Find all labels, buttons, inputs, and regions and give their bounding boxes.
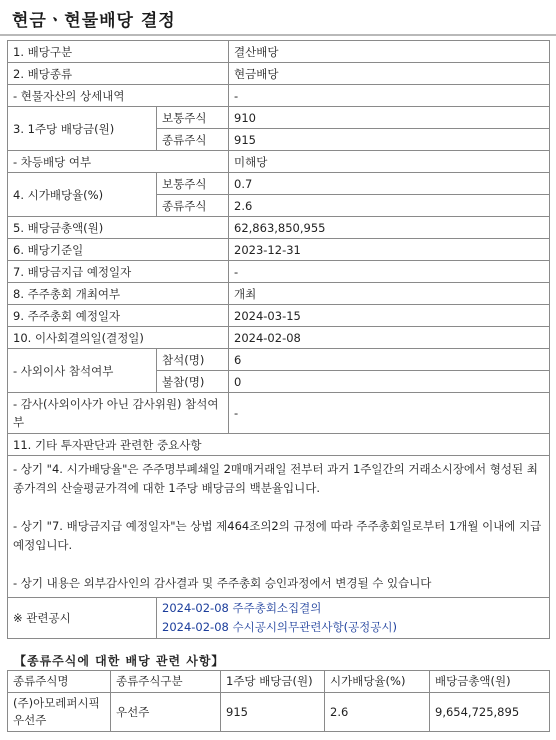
row-value: 결산배당 xyxy=(229,41,550,63)
row-value: 현금배당 xyxy=(229,63,550,85)
row-value: 개최 xyxy=(229,283,550,305)
related-link[interactable]: 2024-02-08 수시공시의무관련사항(공정공시) xyxy=(162,620,397,634)
row-value: - xyxy=(229,261,550,283)
row-sublabel: 종류주식 xyxy=(157,195,229,217)
table-row xyxy=(8,434,550,456)
row-value: 2.6 xyxy=(229,195,550,217)
table-row xyxy=(8,261,550,283)
row-value: 0 xyxy=(229,371,550,393)
table-row xyxy=(8,217,550,239)
row-label: - 감사(사외이사가 아닌 감사위원) 참석여부 xyxy=(8,393,229,434)
row-label: 4. 시가배당율(%) xyxy=(8,173,157,217)
row-label: 9. 주주총회 예정일자 xyxy=(8,305,229,327)
column-header: 배당금총액(원) xyxy=(430,671,550,693)
page-title: 현금ㆍ현물배당 결정 xyxy=(12,11,176,31)
row-label: 5. 배당금총액(원) xyxy=(8,217,229,239)
row-value: 0.7 xyxy=(229,173,550,195)
table-cell: 우선주 xyxy=(111,693,221,732)
table-row xyxy=(8,327,550,349)
row-value: 910 xyxy=(229,107,550,129)
row-value: 2023-12-31 xyxy=(229,239,550,261)
row-label: 10. 이사회결의일(결정일) xyxy=(8,327,229,349)
row-sublabel: 불참(명) xyxy=(157,371,229,393)
table-row xyxy=(8,107,550,129)
row-label: - 차등배당 여부 xyxy=(8,151,229,173)
row-value: 2024-03-15 xyxy=(229,305,550,327)
row-value: 2024-02-08 xyxy=(229,327,550,349)
row-sublabel: 종류주식 xyxy=(157,129,229,151)
table-row xyxy=(8,63,550,85)
dividend-decision-table xyxy=(7,40,550,639)
spacer xyxy=(13,498,544,517)
table-row xyxy=(8,349,550,371)
table-cell: 915 xyxy=(221,693,325,732)
row-value: - xyxy=(229,85,550,107)
table-row xyxy=(8,173,550,195)
notes-cell xyxy=(8,456,550,598)
row-value: 62,863,850,955 xyxy=(229,217,550,239)
note-paragraph: - 상기 "7. 배당금지급 예정일자"는 상법 제464조의2의 규정에 따라 주주총회일로부터 1개월 이내에 지급 예정입니다. xyxy=(13,519,542,552)
table-row xyxy=(8,283,550,305)
table-row xyxy=(8,305,550,327)
column-header: 종류주식명 xyxy=(8,671,111,693)
row-label: 2. 배당종류 xyxy=(8,63,229,85)
row-label: 6. 배당기준일 xyxy=(8,239,229,261)
column-header: 시가배당율(%) xyxy=(325,671,430,693)
table-row xyxy=(8,239,550,261)
row-sublabel: 보통주식 xyxy=(157,107,229,129)
table-row xyxy=(8,85,550,107)
related-link[interactable]: 2024-02-08 주주총회소집결의 xyxy=(162,601,322,615)
table-row xyxy=(8,393,550,434)
row-label: - 현물자산의 상세내역 xyxy=(8,85,229,107)
table-row xyxy=(8,456,550,598)
row-value: - xyxy=(229,393,550,434)
table-row xyxy=(8,151,550,173)
section-heading: 【종류주식에 대한 배당 관련 사항】 xyxy=(14,654,225,668)
title-divider xyxy=(0,34,556,36)
row-label: 7. 배당금지급 예정일자 xyxy=(8,261,229,283)
column-header: 종류주식구분 xyxy=(111,671,221,693)
table-row xyxy=(8,41,550,63)
note-paragraph: - 상기 "4. 시가배당율"은 주주명부폐쇄일 2매매거래일 전부터 과거 1주일간의 거래소시장에서 형성된 최종가격의 산술평균가격에 대한 1주당 배당금의 백분율입니다. xyxy=(13,462,538,495)
row-label: - 사외이사 참석여부 xyxy=(8,349,157,393)
row-label: 8. 주주총회 개최여부 xyxy=(8,283,229,305)
row-label: 1. 배당구분 xyxy=(8,41,229,63)
table-row xyxy=(8,693,550,732)
table-cell: (주)아모레퍼시픽 우선주 xyxy=(8,693,111,732)
row-value: 915 xyxy=(229,129,550,151)
row-label: 3. 1주당 배당금(원) xyxy=(8,107,157,151)
row-value: 6 xyxy=(229,349,550,371)
row-label: 11. 기타 투자판단과 관련한 중요사항 xyxy=(8,434,550,456)
note-paragraph: - 상기 내용은 외부감사인의 감사결과 및 주주총회 승인과정에서 변경될 수 있습니다 xyxy=(13,576,432,590)
column-header: 1주당 배당금(원) xyxy=(221,671,325,693)
table-row xyxy=(8,598,550,639)
header-row xyxy=(8,671,550,693)
preferred-stock-table xyxy=(7,670,550,732)
table-cell: 2.6 xyxy=(325,693,430,732)
row-label: ※ 관련공시 xyxy=(8,598,157,639)
row-sublabel: 보통주식 xyxy=(157,173,229,195)
spacer xyxy=(13,555,544,574)
row-sublabel: 참석(명) xyxy=(157,349,229,371)
related-disclosures xyxy=(157,598,550,639)
row-value: 미해당 xyxy=(229,151,550,173)
table-cell: 9,654,725,895 xyxy=(430,693,550,732)
